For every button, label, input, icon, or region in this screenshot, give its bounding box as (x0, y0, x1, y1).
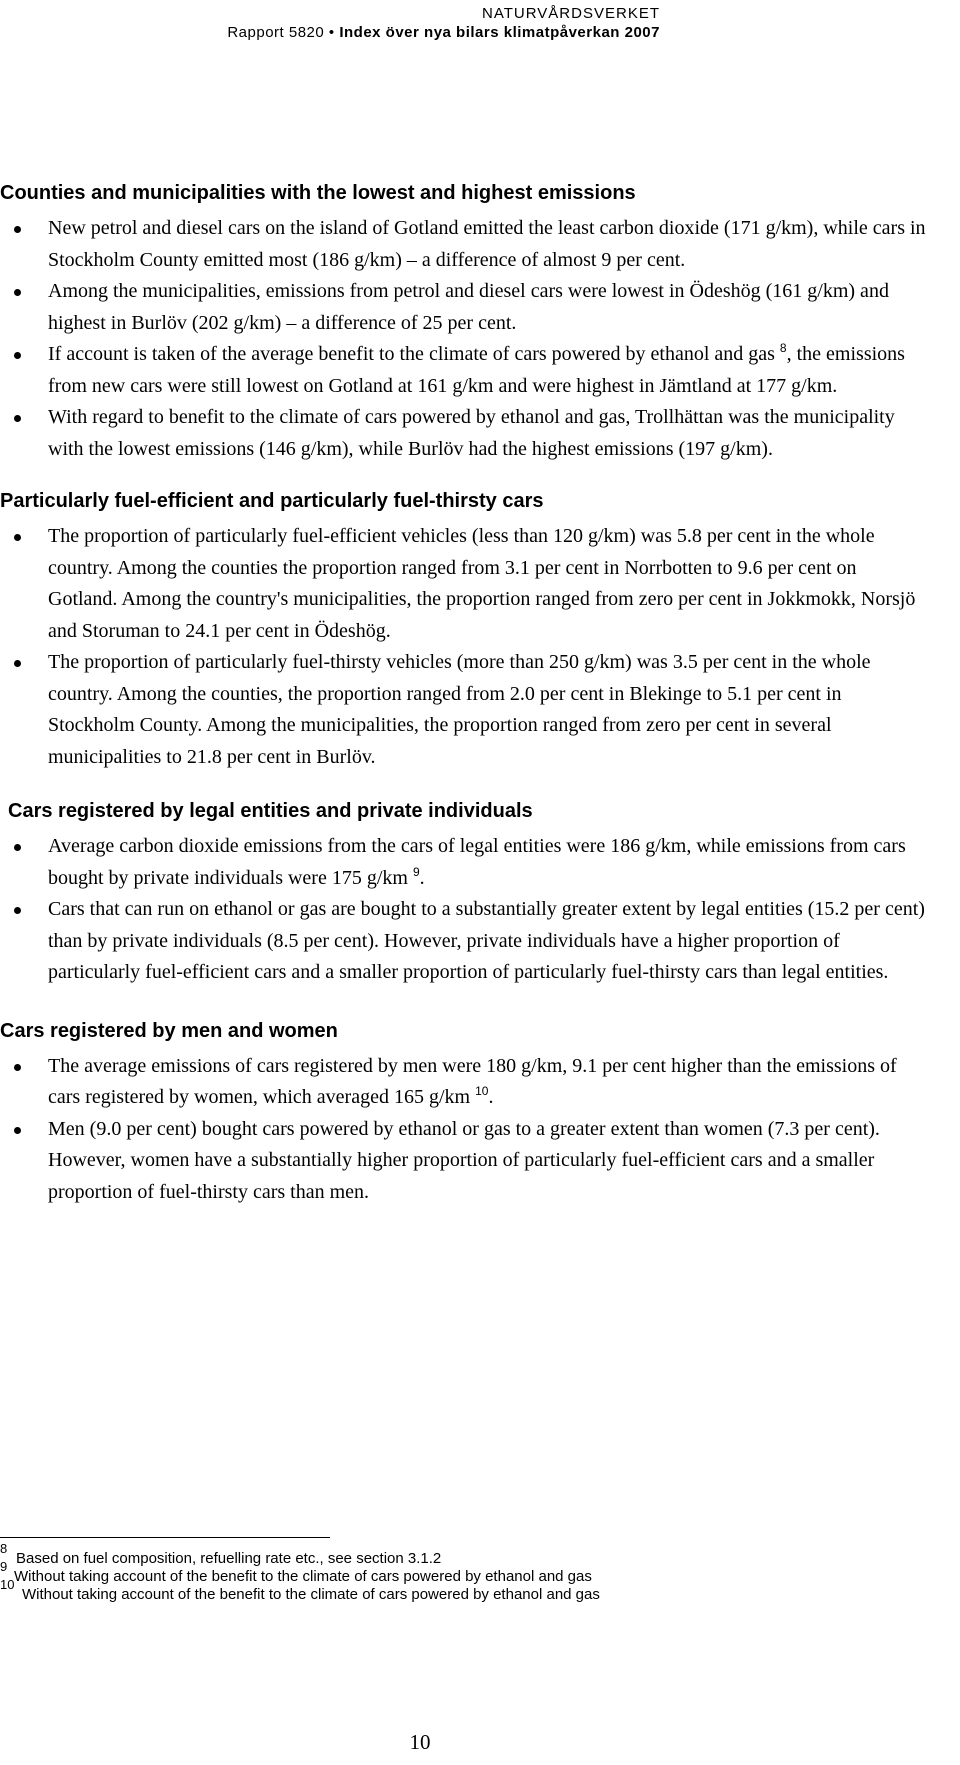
footnote-divider (0, 1537, 330, 1538)
bullet-icon (14, 844, 21, 851)
footnote-ref[interactable]: 10 (475, 1084, 489, 1098)
bullet-icon (14, 415, 21, 422)
bullet-item: Among the municipalities, emissions from petrol and diesel cars were lowest in Ödeshög (161 g/km) and highest in Burlöv (202 g/km) – a difference of 25 per cent. (0, 276, 930, 339)
main-content (0, 181, 930, 1208)
bullet-icon (14, 352, 21, 359)
bullet-item: With regard to benefit to the climate of cars powered by ethanol and gas, Trollhättan was the municipality with the lowest emissions (146 g/km), while Burlöv had the highest emissions (197 g/km). (0, 402, 930, 465)
footnote-text: Without taking account of the benefit to the climate of cars powered by ethanol and gas (22, 1586, 600, 1603)
bullet-item: New petrol and diesel cars on the island of Gotland emitted the least carbon dioxide (171 g/km), while cars in Stockholm County emitted most (186 g/km) – a difference of almost 9 per cent. (0, 213, 930, 276)
section-men-women (0, 1019, 930, 1209)
page-header (227, 4, 660, 42)
bullet-list (0, 1051, 930, 1209)
bullet-item: Cars that can run on ethanol or gas are bought to a substantially greater extent by legal entities (15.2 per cent) than by private individuals (8.5 per cent). However, private individuals have a higher proportion of particularly fuel-efficient cars and a smaller proportion of particularly fuel-thirsty cars than legal entities. (0, 894, 930, 989)
section-legal-private (0, 799, 930, 989)
bullet-item: Men (9.0 per cent) bought cars powered by ethanol or gas to a greater extent than women (7.3 per cent). However, women have a substantially higher proportion of particularly fuel-efficient cars and a smaller proportion of fuel-thirsty cars than men. (0, 1114, 930, 1209)
bullet-list (0, 831, 930, 989)
footnote-text: Based on fuel composition, refuelling rate etc., see section 3.1.2 (16, 1550, 442, 1567)
bullet-icon (14, 660, 21, 667)
footnote-number: 8 (0, 1541, 8, 1556)
bullet-icon (14, 534, 21, 541)
bullet-item: The proportion of particularly fuel-efficient vehicles (less than 120 g/km) was 5.8 per cent in the whole country. Among the counties the proportion ranged from 3.1 per cent in Norrbotten to 9.6 per cent on Gotland. Among the country's municipalities, the proportion ranged from zero per cent in Jokkmokk, Norsjö and Storuman to 24.1 per cent in Ödeshög. (0, 521, 930, 647)
footnote-ref[interactable]: 9 (412, 864, 420, 879)
section-heading: Particularly fuel-efficient and particularly fuel-thirsty cars (0, 490, 544, 512)
bullet-icon (14, 289, 21, 296)
bullet-icon (14, 1127, 21, 1134)
section-heading: Cars registered by legal entities and private individuals (8, 800, 533, 822)
section-heading: Counties and municipalities with the lowest and highest emissions (0, 182, 636, 204)
bullet-icon (14, 1064, 21, 1071)
bullet-list (0, 213, 930, 465)
footnotes (0, 1541, 930, 1603)
page-number: 10 (409, 1730, 431, 1754)
bullet-list (0, 521, 930, 773)
report-title: Index över nya bilars klimatpåverkan 2007 (339, 24, 660, 41)
organization-name: NATURVÅRDSVERKET (482, 5, 660, 22)
footnote-number: 10 (0, 1577, 15, 1592)
bullet-item: Average carbon dioxide emissions from the cars of legal entities were 186 g/km, while emissions from cars bought by private individuals were 175 g/km $^9$. (0, 831, 930, 894)
bullet-icon (14, 226, 21, 233)
footnote-text: Without taking account of the benefit to the climate of cars powered by ethanol and gas (14, 1568, 592, 1585)
bullet-item: If account is taken of the average benefit to the climate of cars powered by ethanol and gas $^8$, the emissions from new cars were still lowest on Gotland at 161 g/km and were highest in Jämtland at 177 g/km. (0, 339, 930, 402)
report-number: Rapport 5820 • (227, 24, 340, 41)
footnote-number: 9 (0, 1559, 8, 1574)
bullet-item: The average emissions of cars registered by men were 180 g/km, 9.1 per cent higher than the emissions of cars registered by women, which averaged 165 g/km $^{10}$. (0, 1051, 930, 1114)
bullet-icon (14, 907, 21, 914)
footnote-ref[interactable]: 8 (779, 341, 787, 355)
footnote (0, 1541, 930, 1567)
section-fuel-efficient-thirsty (0, 489, 930, 773)
section-counties-municipalities (0, 181, 930, 465)
footnote (0, 1577, 930, 1603)
bullet-item: The proportion of particularly fuel-thirsty vehicles (more than 250 g/km) was 3.5 per cent in the whole country. Among the counties, the proportion ranged from 2.0 per cent in Blekinge to 5.1 per cent in Stockholm County. Among the municipalities, the proportion ranged from zero per cent in several municipalities to 21.8 per cent in Burlöv. (0, 647, 930, 773)
report-title-line (227, 23, 660, 42)
section-heading: Cars registered by men and women (0, 1019, 338, 1042)
